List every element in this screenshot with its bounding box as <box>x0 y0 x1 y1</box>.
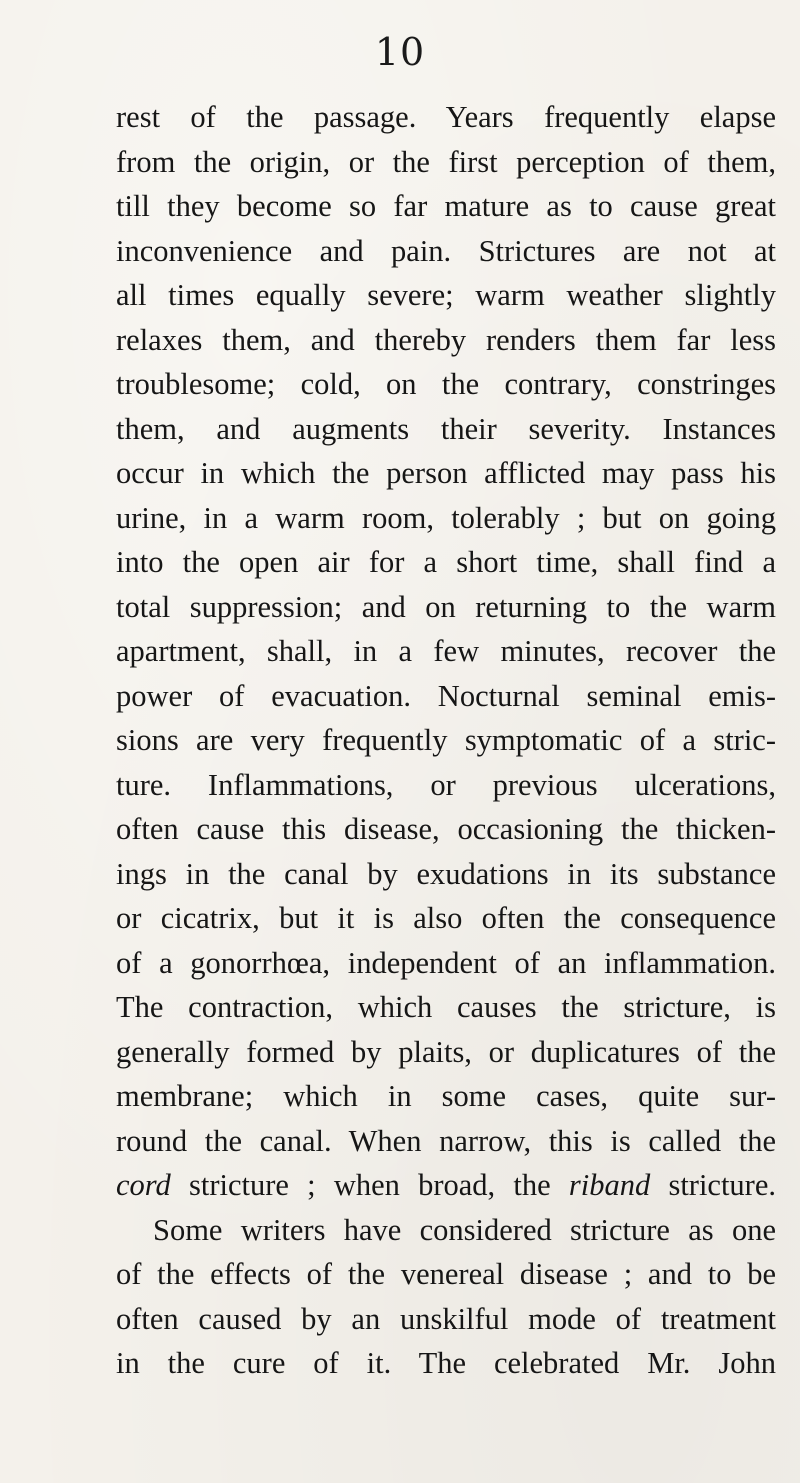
text-line: relaxes them, and thereby renders them far less <box>116 322 776 357</box>
text-line: troublesome; cold, on the contrary, constringes <box>116 367 776 401</box>
text-line: ture. Inflammations, or previous ulcerations, <box>116 767 776 802</box>
text-line-mixed <box>116 1163 776 1208</box>
text-line-paragraph-start: Some writers have considered stricture as one <box>153 1212 776 1247</box>
text-line: membrane; which in some cases, quite sur- <box>116 1079 776 1113</box>
text-line: sions are very frequently symptomatic of a stric- <box>116 723 776 757</box>
text-line: into the open air for a short time, shall find a <box>116 545 776 579</box>
page-number: 10 <box>374 30 426 74</box>
text-line: them, and augments their severity. Instances <box>116 411 776 446</box>
text-line: rest of the passage. Years frequently elapse <box>116 100 776 134</box>
text-line: occur in which the person afflicted may pass his <box>116 456 776 490</box>
text-line: power of evacuation. Nocturnal seminal emis- <box>116 678 776 713</box>
text-line: or cicatrix, but it is also often the consequence <box>116 901 776 935</box>
text-line: ings in the canal by exudations in its substance <box>116 856 776 891</box>
text-line: total suppression; and on returning to the warm <box>116 589 776 624</box>
text-line: till they become so far mature as to cause great <box>116 189 776 223</box>
text-fragment: stricture ; when broad, the <box>170 1168 569 1202</box>
text-line: The contraction, which causes the stricture, is <box>116 990 776 1024</box>
text-line: often caused by an unskilful mode of treatment <box>116 1301 776 1336</box>
text-line: often cause this disease, occasioning the thicken- <box>116 812 776 846</box>
italic-term-cord: cord <box>116 1168 171 1202</box>
body-text <box>116 95 776 1386</box>
text-line: of the effects of the venereal disease ; and to be <box>116 1257 776 1291</box>
italic-term-riband: riband <box>568 1168 651 1202</box>
text-line: of a gonorrhœa, independent of an inflammation. <box>116 945 776 980</box>
text-line: apartment, shall, in a few minutes, recover the <box>116 634 776 668</box>
text-line: inconvenience and pain. Strictures are not at <box>116 233 776 268</box>
text-line: from the origin, or the first perception of them, <box>116 144 776 179</box>
text-fragment: stricture. <box>650 1168 777 1202</box>
text-line: round the canal. When narrow, this is called the <box>116 1123 776 1158</box>
text-line: urine, in a warm room, tolerably ; but on going <box>116 500 776 535</box>
text-line: generally formed by plaits, or duplicatures of the <box>116 1034 776 1069</box>
text-line: in the cure of it. The celebrated Mr. John <box>116 1346 776 1380</box>
text-line: all times equally severe; warm weather slightly <box>116 278 776 312</box>
